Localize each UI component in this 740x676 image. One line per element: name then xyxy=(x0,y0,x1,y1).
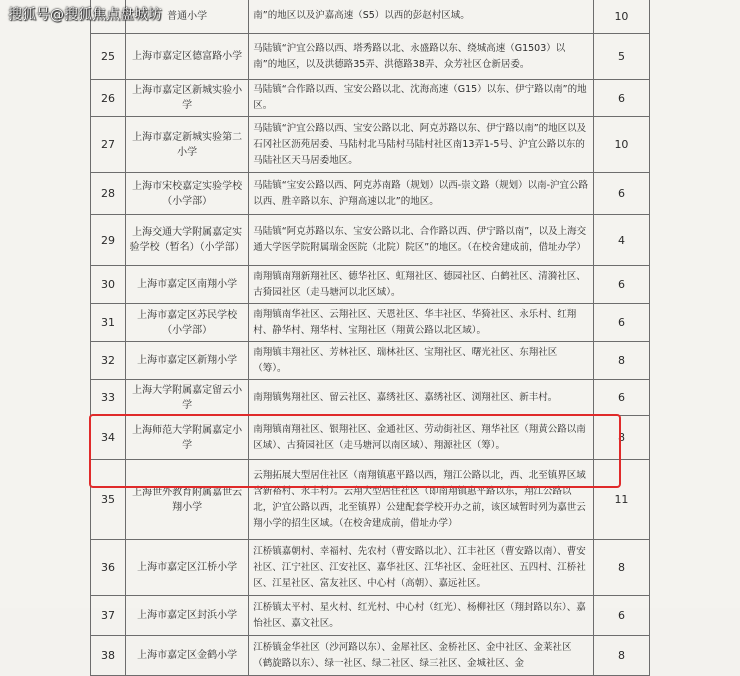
school-name: 上海市嘉定区德富路小学 xyxy=(126,34,249,80)
school-name: 上海市嘉定区金鹤小学 xyxy=(126,636,249,676)
table-row xyxy=(91,173,650,215)
row-number: 31 xyxy=(91,304,126,342)
school-name: 上海市嘉定区新城实验小学 xyxy=(126,80,249,117)
row-number: 29 xyxy=(91,215,126,266)
enrollment-area: 南翔镇南翔社区、银翔社区、金通社区、劳动街社区、翔华社区（翔黄公路以南区域）、古猗园社区（走马塘河以南区域）、翔源社区（筹）。 xyxy=(249,416,594,460)
table-row xyxy=(91,34,650,80)
table-row xyxy=(91,342,650,380)
highlight-box-row-35 xyxy=(89,414,621,488)
row-number: 36 xyxy=(91,540,126,596)
school-name: 上海市宋校嘉定实验学校（小学部） xyxy=(126,173,249,215)
row-number: 28 xyxy=(91,173,126,215)
enrollment-area: 南”的地区以及沪嘉高速（S5）以西的彭赵村区域。 xyxy=(249,0,594,34)
enrollment-area: 江桥镇太平村、星火村、红光村、中心村（红光）、杨柳社区（翔封路以东）、嘉怡社区、嘉文社区。 xyxy=(249,596,594,636)
enrollment-count: 4 xyxy=(593,215,649,266)
enrollment-count: 8 xyxy=(593,342,649,380)
row-number: 32 xyxy=(91,342,126,380)
enrollment-count: 5 xyxy=(593,34,649,80)
school-name: 上海市嘉定区新翔小学 xyxy=(126,342,249,380)
school-name: 上海大学附属嘉定留云小学 xyxy=(126,380,249,416)
school-name: 普通小学 xyxy=(126,0,249,34)
school-name: 上海市嘉定区封浜小学 xyxy=(126,596,249,636)
enrollment-area: 马陆镇“宝安公路以西、阿克苏南路（规划）以西-崇文路（规划）以南-沪宜公路以西、胜辛路以东、沪翔高速以北”的地区。 xyxy=(249,173,594,215)
enrollment-area: 云翔拓展大型居住社区（南翔镇惠平路以西，翔江公路以北，西、北至镇界区域含新裕村、永丰村）。云翔大型居住社区（即南翔镇惠平路以东，翔江公路以北，沪宜公路以西，北至镇界）公建配套学校开办之前，该区域暂时列为嘉世云翔小学的招生区域。（在校舍建成前，借址办学） xyxy=(249,460,594,540)
enrollment-count: 8 xyxy=(593,636,649,676)
school-name: 上海世外教育附属嘉世云翔小学 xyxy=(126,460,249,540)
enrollment-area: 南翔镇隽翔社区、留云社区、嘉绣社区、嘉绣社区、浏翔社区、新丰村。 xyxy=(249,380,594,416)
enrollment-area: 马陆镇“沪宜公路以西、塔秀路以北、永盛路以东、绕城高速（G1503）以南”的地区，以及洪德路35弄、洪德路38弄、众芳社区仓新居委。 xyxy=(249,34,594,80)
table-row xyxy=(91,117,650,173)
watermark: 搜狐号@搜狐焦点盘城坊 xyxy=(8,7,162,23)
enrollment-area: 江桥镇金华社区（沙河路以东）、金犀社区、金桥社区、金中社区、金莱社区（鹤旋路以东）、绿一社区、绿二社区、绿三社区、金城社区、金 xyxy=(249,636,594,676)
school-district-table xyxy=(90,0,650,676)
table-row xyxy=(91,540,650,596)
row-number: 26 xyxy=(91,80,126,117)
row-number: 38 xyxy=(91,636,126,676)
enrollment-area: 马陆镇“阿克苏路以东、宝安公路以北、合作路以西、伊宁路以南”，以及上海交通大学医学院附属瑞金医院（北院）院区”的地区。（在校舍建成前，借址办学） xyxy=(249,215,594,266)
school-name: 上海市嘉定区江桥小学 xyxy=(126,540,249,596)
school-name: 上海市嘉定区苏民学校（小学部） xyxy=(126,304,249,342)
enrollment-count: 11 xyxy=(593,460,649,540)
enrollment-area: 南翔镇南翔新翔社区、德华社区、虹翔社区、德园社区、白鹤社区、清漪社区、古猗园社区（走马塘河以北区域）。 xyxy=(249,266,594,304)
row-number: 35 xyxy=(91,460,126,540)
enrollment-count: 6 xyxy=(593,304,649,342)
school-name: 上海师范大学附属嘉定小学 xyxy=(126,416,249,460)
table-row xyxy=(91,380,650,416)
enrollment-count: 10 xyxy=(593,117,649,173)
school-name: 上海市嘉定区南翔小学 xyxy=(126,266,249,304)
table-row xyxy=(91,266,650,304)
table-row xyxy=(91,80,650,117)
enrollment-area: 马陆镇“沪宜公路以西、宝安公路以北、阿克苏路以东、伊宁路以南”的地区以及石冈社区沥苑居委、马陆村北马陆村马陆村社区南13弄1-5号、沪宜公路以东的马陆社区天马居委地区。 xyxy=(249,117,594,173)
table-row xyxy=(91,304,650,342)
enrollment-area: 南翔镇南华社区、云翔社区、天恩社区、华丰社区、华猗社区、永乐村、红翔村、静华村、翔华村、宝翔社区（翔黄公路以北区域）。 xyxy=(249,304,594,342)
enrollment-count: 6 xyxy=(593,380,649,416)
enrollment-count: 6 xyxy=(593,596,649,636)
enrollment-count: 6 xyxy=(593,173,649,215)
enrollment-area: 南翔镇丰翔社区、芳林社区、瑞林社区、宝翔社区、曙光社区、东翔社区（筹）。 xyxy=(249,342,594,380)
row-number: 37 xyxy=(91,596,126,636)
row-number: 33 xyxy=(91,380,126,416)
row-number: 34 xyxy=(91,416,126,460)
enrollment-area: 马陆镇“合作路以西、宝安公路以北、沈海高速（G15）以东、伊宁路以南”的地区。 xyxy=(249,80,594,117)
enrollment-count: 8 xyxy=(593,540,649,596)
enrollment-count: 8 xyxy=(593,416,649,460)
school-name: 上海交通大学附属嘉定实验学校（暂名）（小学部） xyxy=(126,215,249,266)
school-name: 上海市嘉定新城实验第二小学 xyxy=(126,117,249,173)
enrollment-count: 10 xyxy=(593,0,649,34)
table-row xyxy=(91,636,650,676)
table-row xyxy=(91,596,650,636)
table-row xyxy=(91,0,650,34)
enrollment-area: 江桥镇嘉朝村、幸福村、先农村（曹安路以北）、江丰社区（曹安路以南）、曹安社区、江宁社区、江安社区、嘉华社区、江华社区、金旺社区、五四村、江桥社区、江星社区、富友社区、中心村（高朝）、嘉远社区。 xyxy=(249,540,594,596)
enrollment-count: 6 xyxy=(593,80,649,117)
enrollment-count: 6 xyxy=(593,266,649,304)
row-number: 25 xyxy=(91,34,126,80)
row-number: 30 xyxy=(91,266,126,304)
row-number: 27 xyxy=(91,117,126,173)
table-row xyxy=(91,215,650,266)
